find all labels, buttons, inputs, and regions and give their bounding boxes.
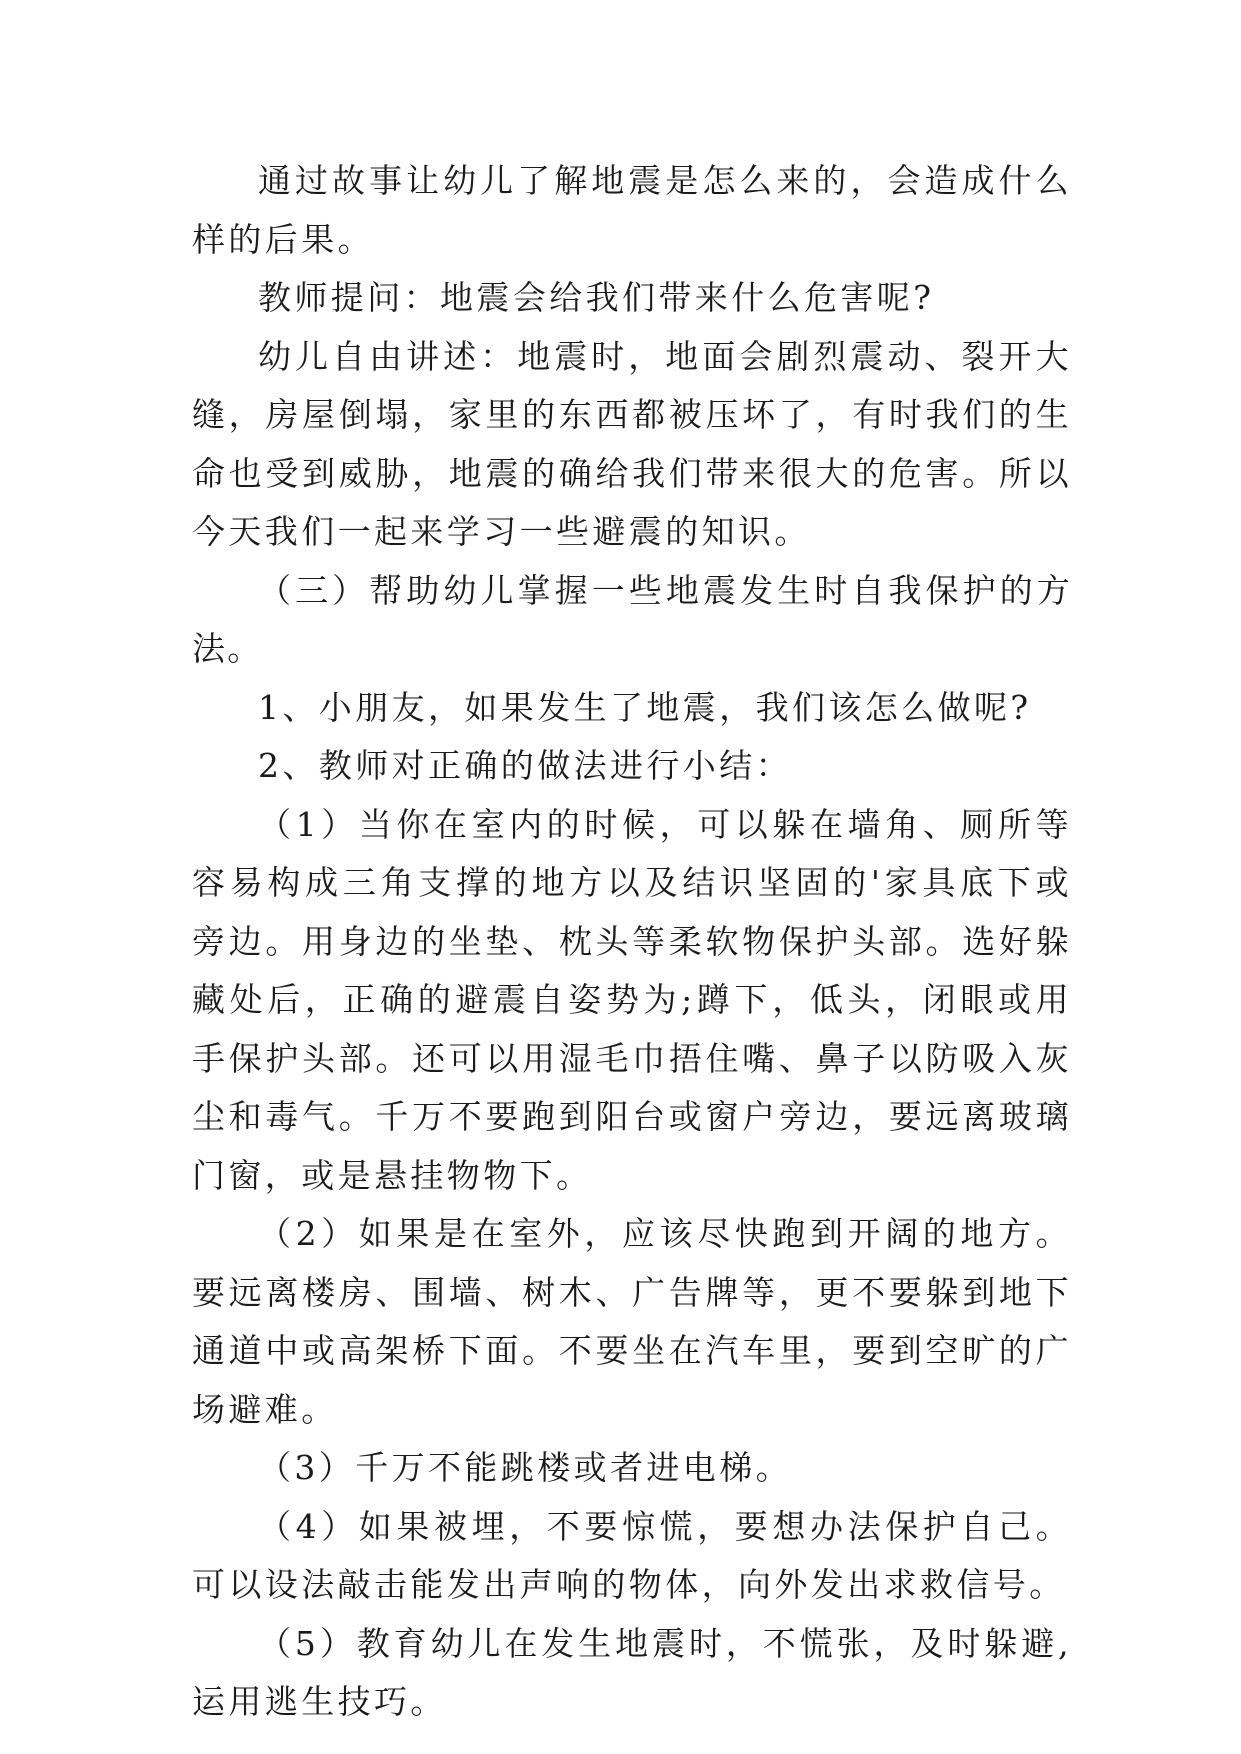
paragraph-story-intro: 通过故事让幼儿了解地震是怎么来的，会造成什么样的后果。 bbox=[192, 161, 1072, 259]
paragraph-if-buried: （4）如果被埋，不要惊慌，要想办法保护自己。可以设法敲击能发出声响的物体，向外发出求救信号。 bbox=[192, 1506, 1072, 1604]
section-heading-self-protection: （三）帮助幼儿掌握一些地震发生时自我保护的方法。 bbox=[192, 570, 1072, 668]
paragraph-children-discussion: 幼儿自由讲述：地震时，地面会剧烈震动、裂开大缝，房屋倒塌，家里的东西都被压坏了，有时我们的生命也受到威胁，地震的确给我们带来很大的危害。所以今天我们一起来学习一些避震的知识。 bbox=[192, 336, 1072, 551]
paragraph-no-jumping-elevator: （3）千万不能跳楼或者进电梯。 bbox=[258, 1448, 792, 1487]
paragraph-indoor-safety: （1）当你在室内的时候，可以躲在墙角、厕所等容易构成三角支撑的地方以及结识坚固的'家具底下或旁边。用身边的坐垫、枕头等柔软物保护头部。选好躲藏处后，正确的避震自姿势为;蹲下，低头，闭眼或用手保护头部。还可以用湿毛巾捂住嘴、鼻子以防吸入灰尘和毒气。千万不要跑到阳台或窗户旁边，要远离玻璃门窗，或是悬挂物物下。 bbox=[192, 804, 1072, 1195]
paragraph-outdoor-safety: （2）如果是在室外，应该尽快跑到开阔的地方。要远离楼房、围墙、树木、广告牌等，更不要躲到地下通道中或高架桥下面。不要坐在汽车里，要到空旷的广场避难。 bbox=[192, 1214, 1072, 1429]
paragraph-teacher-question: 教师提问：地震会给我们带来什么危害呢? bbox=[258, 278, 935, 317]
paragraph-teacher-summary: 2、教师对正确的做法进行小结： bbox=[258, 746, 792, 785]
paragraph-education-summary: （5）教育幼儿在发生地震时，不慌张，及时躲避,运用逃生技巧。 bbox=[192, 1623, 1072, 1721]
document-body bbox=[192, 152, 1072, 1732]
paragraph-question-what-to-do: 1、小朋友，如果发生了地震，我们该怎么做呢? bbox=[258, 687, 1032, 727]
